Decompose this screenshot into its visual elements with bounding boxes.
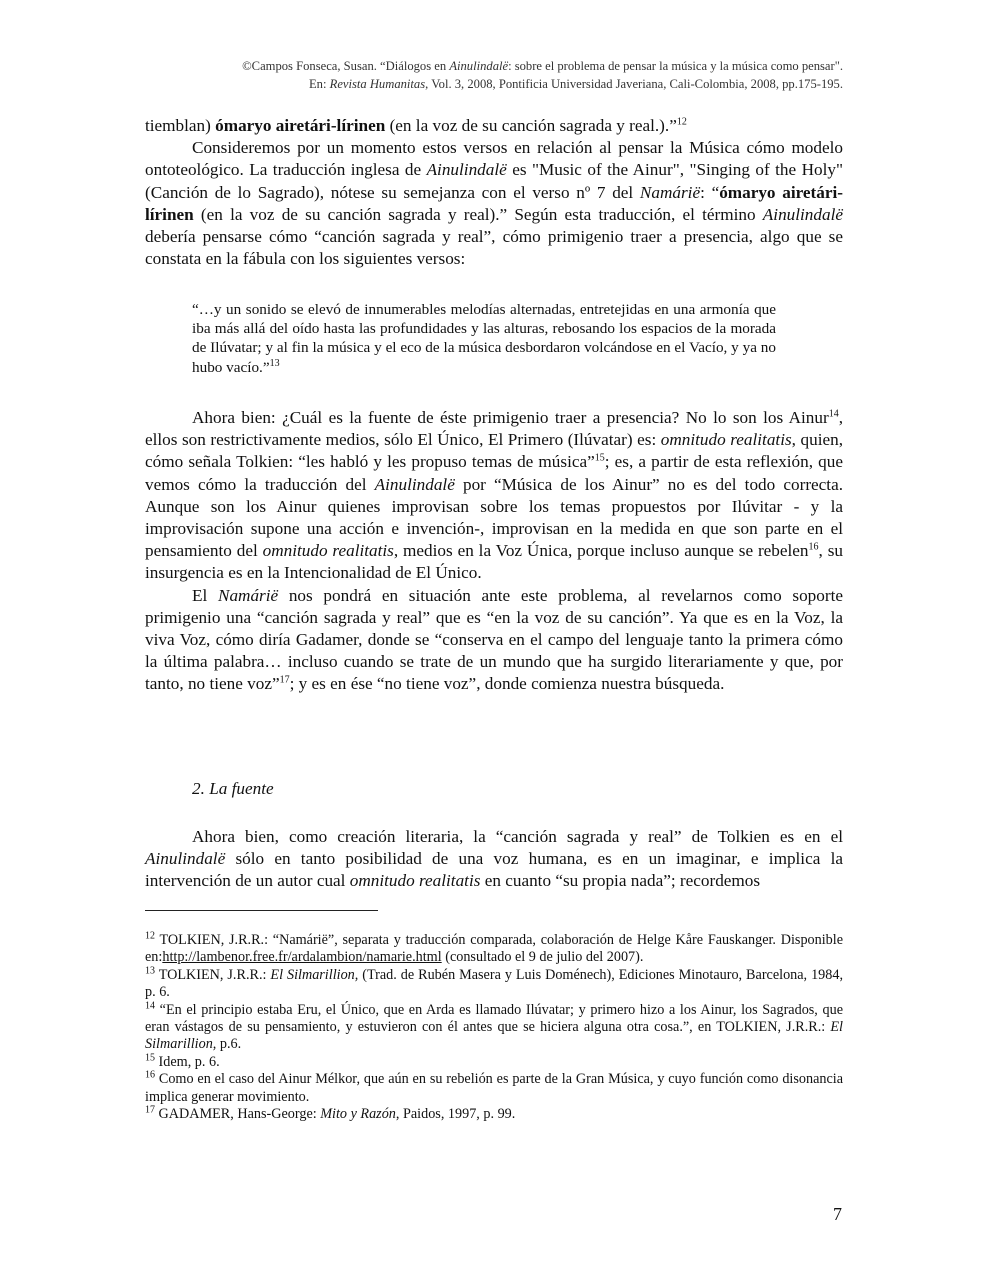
italic-text: Namárië [217, 585, 279, 605]
footnote-reference: 13 [145, 965, 155, 977]
text-run: En: [308, 77, 330, 91]
paragraph [145, 137, 843, 270]
italic-text: El Silmarillion, [145, 1019, 843, 1053]
text-run: , Paidos, 1997, p. 99. [395, 1106, 516, 1123]
bold-text: ómaryo airetári-lírinen [145, 182, 843, 224]
italic-text: Namárië [639, 182, 701, 202]
footnote [145, 932, 843, 967]
header-line-1 [242, 57, 843, 75]
text-run: , Vol. 3, 2008, Pontificia Universidad Javeriana, Cali-Colombia, 2008, pp.175-195. [425, 77, 843, 91]
footnote-reference: 14 [828, 408, 839, 420]
paragraph [145, 407, 843, 585]
text-run: , medios en la Voz Única, porque incluso aunque se rebelen [393, 541, 809, 561]
text-run: Idem, p. 6. [155, 1053, 220, 1070]
footnote-reference: 17 [145, 1104, 155, 1116]
footnote-reference: 16 [145, 1069, 155, 1081]
text-run: , quien, cómo señala Tolkien: “les habló y les propuso temas de música” [145, 430, 843, 472]
text-run: nos pondrá en situación ante este problema, al revelarnos como soporte primigenio una “canción sagrada y real” que es “en la voz de su canción”. Ya que es en la Voz, la viva Voz, cómo diría Gadamer, donde se “conserva en el campo del lenguaje tanto la primera cómo la última palabra… incluso cuando se trate de un mundo que ha surgido literariamente y que, por tanto, no tiene voz” [145, 585, 843, 694]
italic-text: Ainulindalë [426, 160, 507, 180]
body-text-top [145, 115, 843, 270]
italic-text: Ainulindalë [145, 849, 226, 869]
footnote [145, 1071, 843, 1106]
text-run: Como en el caso del Ainur Mélkor, que aún en su rebelión es parte de la Gran Música, y cuyo función como disonancia implica generar movimiento. [145, 1071, 843, 1105]
footnote-reference: 13 [269, 357, 280, 369]
text-run: en cuanto “su propia nada”; recordemos [480, 871, 761, 891]
italic-text: Ainulindalë [449, 59, 509, 73]
text-run: , ellos son restrictivamente medios, sólo El Único, El Primero (Ilúvatar) es: [145, 408, 843, 450]
footnotes [145, 932, 843, 1123]
text-run: (Trad. de Rubén Masera y Luis Doménech), Ediciones Minotauro, Barcelona, 1984, p. 6. [145, 966, 843, 1001]
italic-text: omnitudo realitatis [349, 871, 481, 891]
block-quote [192, 300, 776, 377]
paragraph [145, 585, 843, 696]
text-run: Ahora bien, como creación literaria, la “canción sagrada y real” de Tolkien es en el [192, 827, 843, 846]
text-run: p.6. [216, 1036, 242, 1053]
footnote [145, 1054, 843, 1071]
page-number: 7 [833, 1204, 842, 1224]
paragraph [145, 115, 843, 137]
footnote [145, 1106, 843, 1123]
footnote-reference: 12 [145, 930, 155, 942]
text-run: : sobre el problema de pensar la música y la música como pensar". [508, 59, 843, 73]
text-run: ; y es en ése “no tiene voz”, donde comienza nuestra búsqueda. [289, 674, 725, 694]
body-text-middle [145, 407, 843, 696]
footnote-reference: 17 [279, 674, 290, 686]
text-run: “…y un sonido se elevó de innumerables melodías alternadas, entretejidas en una armonía que iba más allá del oído hasta las profundidades y las alturas, rebosando los espacios de la morada de Ilúvatar; y al fin la música y el eco de la música desbordaron volcándose en el Vacío, y ya no hubo vacío.” [192, 301, 776, 376]
italic-text: Revista Humanitas [329, 77, 426, 91]
italic-text: Ainulindalë [762, 204, 843, 224]
text-run: debería pensarse cómo “canción sagrada y real”, cómo primigenio traer a presencia, algo que se constata en la fábula con los siguientes versos: [145, 227, 843, 269]
text-run: “En el principio estaba Eru, el Único, que en Arda es llamado Ilúvatar; y primero hizo a los Ainur, los Sagrados, que eran vástagos de su pensamiento, y estuvieron con él antes que se hiciera alguna otra cosa.”, en TOLKIEN, J.R.R.: [145, 1001, 843, 1036]
footnote-reference: 14 [145, 999, 155, 1011]
text-run: Ahora bien: ¿Cuál es la fuente de éste primigenio traer a presencia? No lo son los Ainur [192, 408, 829, 427]
text-run: (en la voz de su canción sagrada y real.).” [385, 116, 677, 135]
text-run: El [192, 585, 218, 605]
paragraph [145, 826, 843, 893]
text-run: ©Campos Fonseca, Susan. “Diálogos en [242, 59, 450, 73]
bold-text: ómaryo airetári-lírinen [215, 116, 386, 135]
text-run: por “Música de los Ainur” no es del todo correcta. Aunque son los Ainur quienes improvisan sobre los temas propuestos por Ilúvitar - y la improvisación supone una acción e invención-, improvisan en la medida en que son parte en el pensamiento del [145, 474, 843, 561]
footnote-reference: 16 [808, 541, 819, 553]
text-run: ; es, a partir de esta reflexión, que vemos cómo la traducción del [145, 452, 843, 494]
text-run: TOLKIEN, J.R.R.: [155, 966, 271, 983]
text-run: tiemblan) [145, 116, 216, 135]
footnote [145, 967, 843, 1002]
text-run: sólo en tanto posibilidad de una voz humana, es en un imaginar, e implica la intervención de un autor cual [145, 849, 843, 891]
text-run: (consultado el 9 de julio del 2007). [441, 949, 644, 966]
text-run: GADAMER, Hans-George: [155, 1106, 321, 1123]
link[interactable]: http://lambenor.free.fr/ardalambion/namarie.html [162, 949, 442, 966]
body-text-bottom [145, 826, 843, 893]
italic-text: Ainulindalë [374, 474, 455, 494]
italic-text: Mito y Razón [320, 1106, 396, 1123]
footnote [145, 999, 843, 1054]
italic-text: omnitudo realitatis [262, 541, 394, 561]
header-line-2 [242, 75, 843, 93]
text-run: TOLKIEN, J.R.R.: “Namárië”, separata y traducción comparada, colaboración de Helge Kåre Fauskanger. Disponible en: [145, 932, 843, 966]
footnote-reference: 12 [676, 116, 687, 128]
italic-text: El Silmarillion, [270, 966, 359, 983]
text-run: : “ [700, 182, 720, 202]
footnote-divider [145, 910, 378, 911]
footnote-reference: 15 [594, 452, 605, 464]
italic-text: omnitudo realitatis [660, 430, 792, 450]
footnote-reference: 15 [145, 1052, 155, 1064]
text-run: Consideremos por un momento estos versos en relación al pensar la Música cómo modelo ontoteológico. La traducción inglesa de [145, 138, 843, 180]
text-run: , su insurgencia es en la Intencionalidad de El Único. [145, 541, 843, 583]
text-run: (en la voz de su canción sagrada y real).” Según esta traducción, el término [193, 204, 763, 224]
running-header [242, 57, 843, 93]
section-heading: 2. La fuente [192, 779, 274, 798]
text-run: es "Music of the Ainur", "Singing of the Holy" (Canción de lo Sagrado), nótese su semejanza con el verso nº 7 del [145, 160, 843, 202]
